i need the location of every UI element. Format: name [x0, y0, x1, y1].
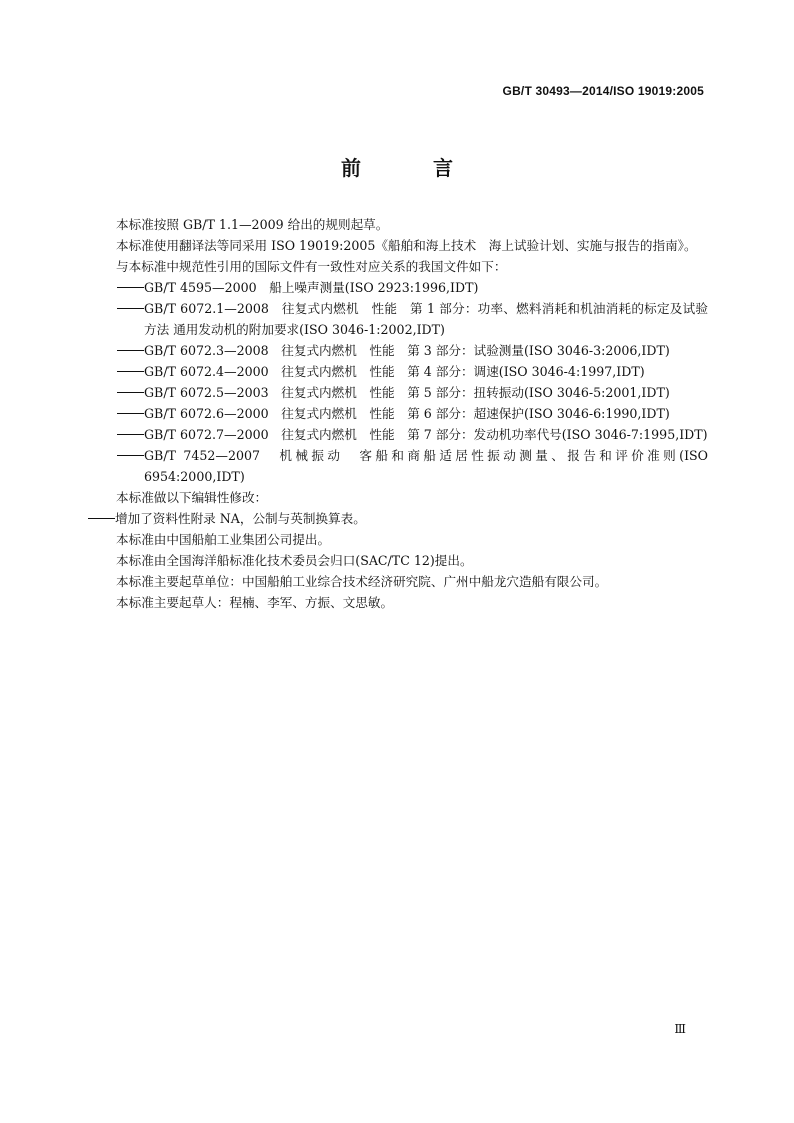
foreword-body [88, 214, 708, 613]
reference-item [88, 298, 708, 340]
reference-text: GB/T 6072.6—2000 往复式内燃机 性能 第 6 部分：超速保护(ISO 3046-6:1990,IDT) [144, 406, 670, 421]
reference-text: GB/T 6072.7—2000 往复式内燃机 性能 第 7 部分：发动机功率代号(ISO 3046-7:1995,IDT) [144, 427, 708, 442]
dash-marker [117, 298, 144, 319]
reference-text: GB/T 7452—2007 机械振动 客船和商船适居性振动测量、报告和评价准则(ISO 6954:2000,IDT) [144, 448, 708, 484]
paragraph-drafting-units: 本标准主要起草单位：中国船舶工业综合技术经济研究院、广州中船龙穴造船有限公司。 [116, 574, 608, 589]
editorial-text: 增加了资料性附录 NA，公制与英制换算表。 [115, 511, 366, 526]
paragraph-adoption: 本标准使用翻译法等同采用 ISO 19019:2005《船舶和海上技术 海上试验计划、实施与报告的指南》。 [116, 238, 697, 253]
reference-item [88, 340, 708, 361]
reference-text: GB/T 6072.5—2003 往复式内燃机 性能 第 5 部分：扭转振动(ISO 3046-5:2001,IDT) [144, 385, 670, 400]
dash-marker [88, 508, 115, 529]
page-title: 前 言 [341, 156, 479, 180]
dash-marker [117, 445, 144, 466]
page-number: Ⅲ [674, 1022, 686, 1036]
reference-item [88, 403, 708, 424]
paragraph-editorial-intro: 本标准做以下编辑性修改： [116, 490, 268, 505]
standard-code-header: GB/T 30493—2014/ISO 19019:2005 [502, 84, 704, 98]
reference-item [88, 424, 708, 445]
reference-item [88, 382, 708, 403]
dash-marker [117, 361, 144, 382]
paragraph-references-intro: 与本标准中规范性引用的国际文件有一致性对应关系的我国文件如下： [116, 259, 507, 274]
reference-text: GB/T 6072.3—2008 往复式内燃机 性能 第 3 部分：试验测量(ISO 3046-3:2006,IDT) [144, 343, 670, 358]
paragraph-committee: 本标准由全国海洋船标准化技术委员会归口(SAC/TC 12)提出。 [116, 553, 473, 568]
reference-text: GB/T 4595—2000 船上噪声测量(ISO 2923:1996,IDT) [144, 280, 479, 295]
editorial-item [88, 508, 708, 529]
reference-item [88, 277, 708, 298]
reference-text: GB/T 6072.1—2008 往复式内燃机 性能 第 1 部分：功率、燃料消耗和机油消耗的标定及试验方法 通用发动机的附加要求(ISO 3046-1:2002,IDT) [144, 301, 708, 337]
paragraph-drafting-rules: 本标准按照 GB/T 1.1—2009 给出的规则起草。 [116, 217, 389, 232]
paragraph-proposer: 本标准由中国船舶工业集团公司提出。 [116, 532, 331, 547]
reference-item [88, 445, 708, 487]
reference-item [88, 361, 708, 382]
dash-marker [117, 382, 144, 403]
dash-marker [117, 277, 144, 298]
dash-marker [117, 424, 144, 445]
dash-marker [117, 340, 144, 361]
reference-text: GB/T 6072.4—2000 往复式内燃机 性能 第 4 部分：调速(ISO 3046-4:1997,IDT) [144, 364, 645, 379]
dash-marker [117, 403, 144, 424]
paragraph-drafters: 本标准主要起草人：程楠、李军、方振、文思敏。 [116, 595, 394, 610]
